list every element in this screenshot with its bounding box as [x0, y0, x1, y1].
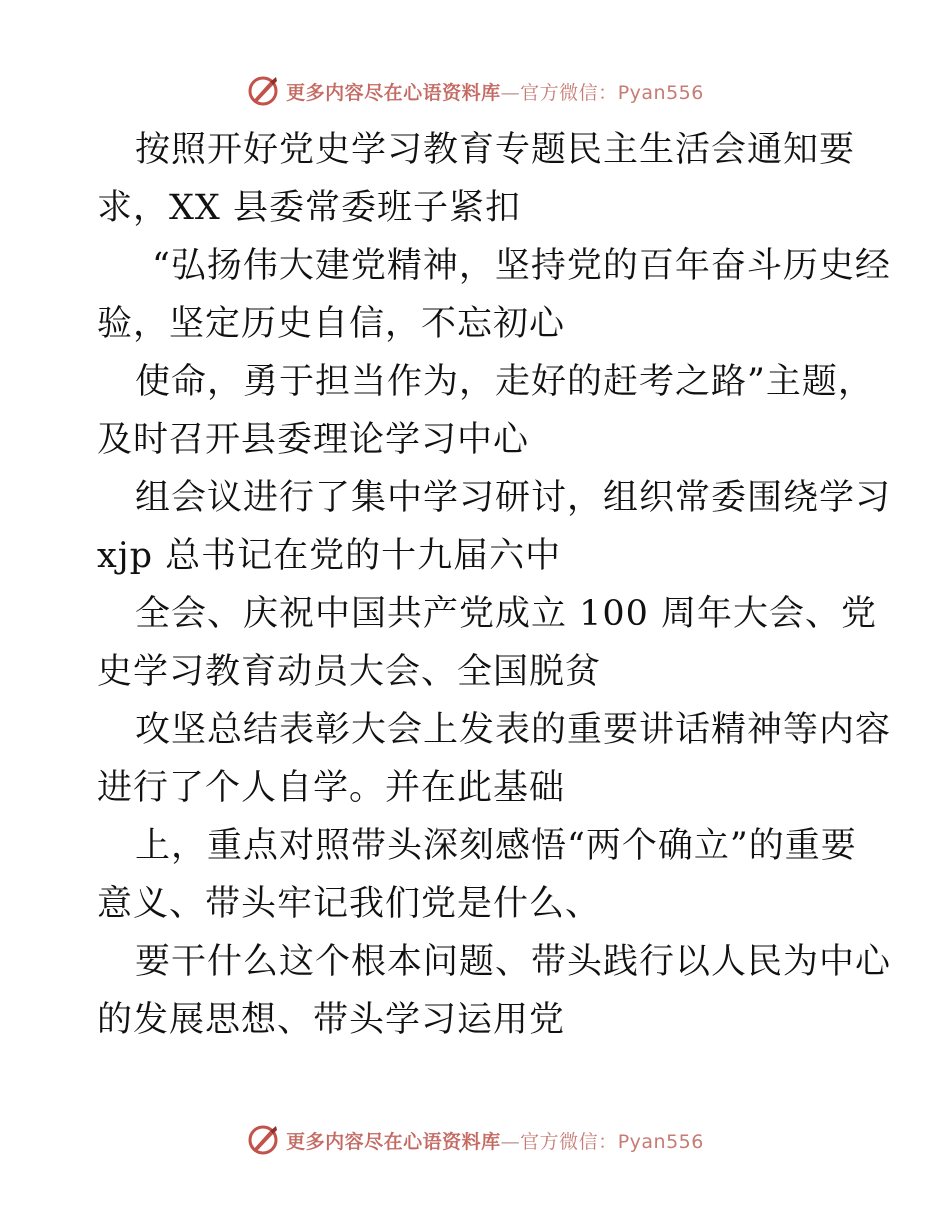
quill-logo-icon — [246, 1123, 280, 1157]
header-watermark — [0, 71, 950, 111]
paragraph-line: 及时召开县委理论学习中心 — [97, 420, 530, 460]
paragraph-line: 使命，勇于担当作为，走好的赶考之路”主题， — [135, 362, 874, 402]
paragraph-line: 史学习教育动员大会、全国脱贫 — [97, 652, 602, 692]
paragraph-line: 要干什么这个根本问题、带头践行以人民为中心 — [135, 942, 892, 982]
paragraph-line: 求，XX 县委常委班子紧扣 — [97, 188, 521, 228]
paragraph-line: 进行了个人自学。并在此基础 — [97, 768, 566, 808]
paragraph-line: xjp 总书记在党的十九届六中 — [97, 536, 562, 576]
quill-logo-icon — [246, 74, 280, 108]
paragraph-line: 的发展思想、带头学习运用党 — [97, 1000, 566, 1040]
paragraph-line: 验，坚定历史自信，不忘初心 — [97, 304, 566, 344]
paragraph-line: 按照开好党史学习教育专题民主生活会通知要 — [135, 130, 856, 170]
document-body — [97, 121, 897, 1049]
paragraph-line: 意义、带头牢记我们党是什么、 — [97, 884, 602, 924]
paragraph-line: 上，重点对照带头深刻感悟“两个确立”的重要 — [135, 826, 857, 866]
paragraph-line: 组会议进行了集中学习研讨，组织常委围绕学习 — [135, 478, 892, 518]
watermark-text: 更多内容尽在心语资料库—官方微信：Pyan556 — [286, 1130, 704, 1153]
watermark-text: 更多内容尽在心语资料库—官方微信：Pyan556 — [286, 81, 704, 104]
paragraph-line: “弘扬伟大建党精神，坚持党的百年奋斗历史经 — [152, 246, 891, 286]
paragraph-line: 全会、庆祝中国共产党成立 100 周年大会、党 — [135, 594, 878, 634]
footer-watermark — [0, 1120, 950, 1160]
paragraph-line: 攻坚总结表彰大会上发表的重要讲话精神等内容 — [135, 710, 892, 750]
